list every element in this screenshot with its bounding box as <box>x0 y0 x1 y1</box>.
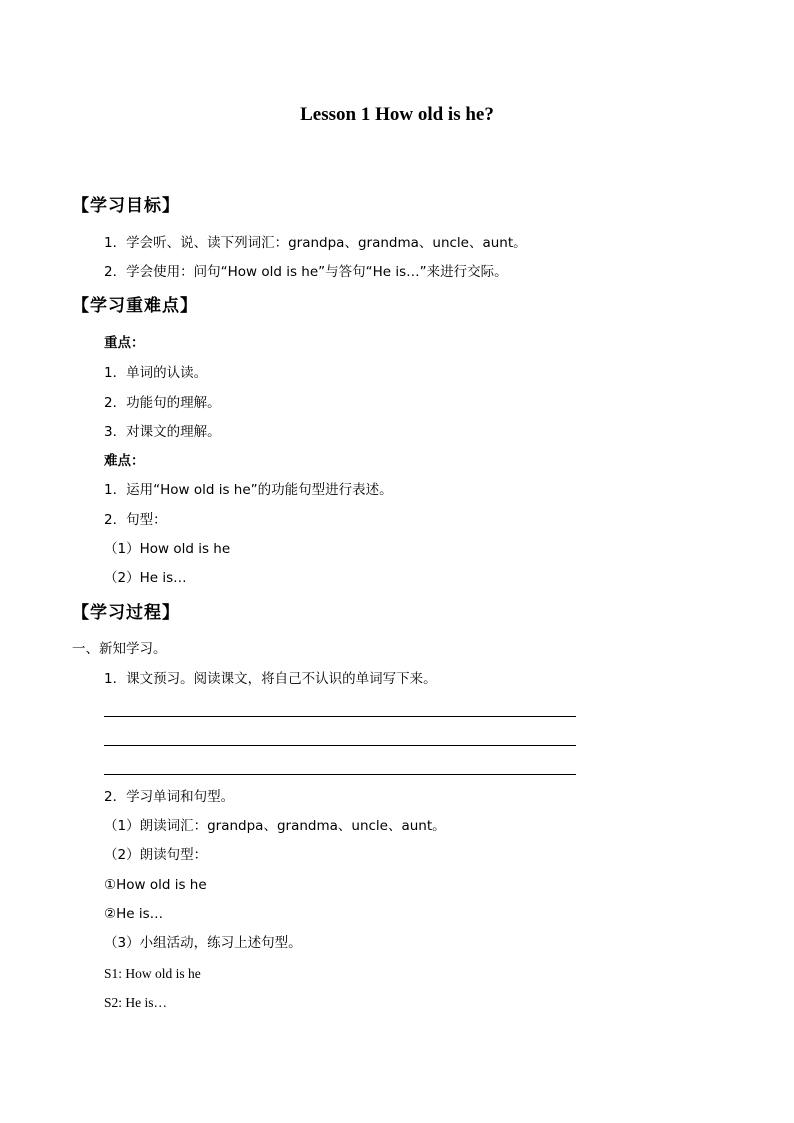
step2-item-7: S2: He is… <box>104 995 168 1010</box>
difficult-label: 难点： <box>104 453 145 469</box>
process-part-1: 一、新知学习。 <box>72 641 167 657</box>
objective-item-1: 1．学会听、说、读下列词汇：grandpa、grandma、uncle、aunt。 <box>104 235 527 251</box>
step2-item-3: ①How old is he <box>104 877 207 893</box>
answer-line <box>104 774 576 775</box>
difficult-item-4: （2）He is… <box>104 570 187 586</box>
answer-line <box>104 745 576 746</box>
step2-item-4: ②He is… <box>104 906 164 922</box>
step2-item-1: （1）朗读词汇：grandpa、grandma、uncle、aunt。 <box>104 818 446 834</box>
key-item-1: 1．单词的认读。 <box>104 365 208 381</box>
step2-item-6: S1: How old is he <box>104 966 201 981</box>
objective-item-2: 2．学会使用：问句“How old is he”与答句“He is…”来进行交际。 <box>104 264 508 280</box>
difficult-item-3: （1）How old is he <box>104 541 231 557</box>
step2-item-5: （3）小组活动，练习上述句型。 <box>104 935 302 951</box>
objectives-heading: 【学习目标】 <box>72 196 180 216</box>
difficult-item-2: 2．句型： <box>104 512 167 528</box>
key-item-3: 3．对课文的理解。 <box>104 424 221 440</box>
process-heading: 【学习过程】 <box>72 603 180 623</box>
page-title: Lesson 1 How old is he? <box>300 104 494 125</box>
key-points-heading: 【学习重难点】 <box>72 296 198 316</box>
difficult-item-1: 1．运用“How old is he”的功能句型进行表述。 <box>104 482 393 498</box>
step2-item-2: （2）朗读句型： <box>104 847 208 863</box>
answer-line <box>104 716 576 717</box>
key-label: 重点： <box>104 335 145 351</box>
key-item-2: 2．功能句的理解。 <box>104 395 221 411</box>
process-step-1: 1．课文预习。阅读课文，将自己不认识的单词写下来。 <box>104 671 437 687</box>
process-step-2: 2．学习单词和句型。 <box>104 789 235 805</box>
